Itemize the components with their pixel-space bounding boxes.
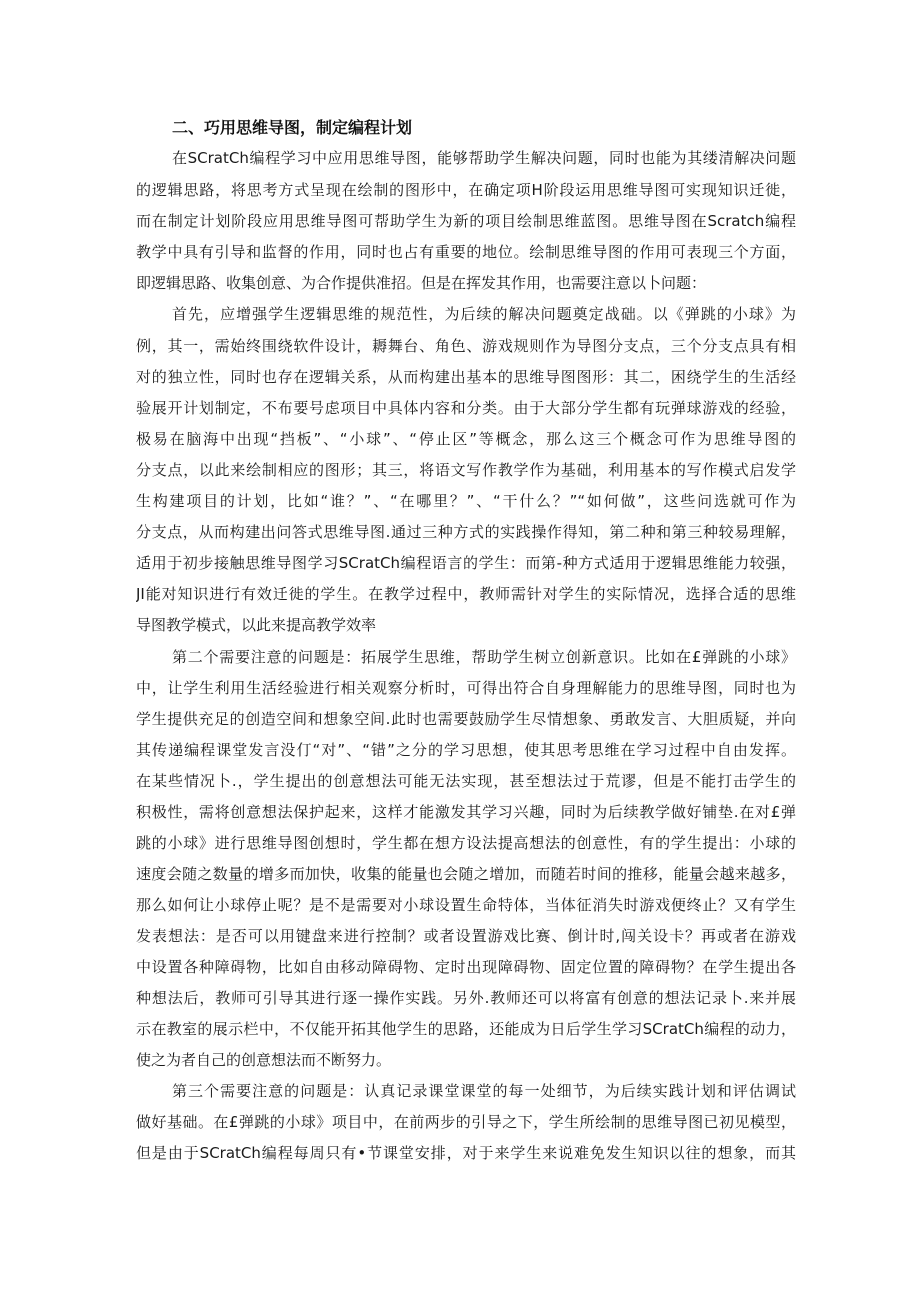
paragraph-line: 首先，应增强学生逻辑思维的规范性，为后续的解决问题奠定战础。以《弹跳的小球》为 — [172, 305, 796, 323]
paragraph-line: 做好基础。在£弹跳的小球》项目中，在前两步的引导之下，学生所绘制的思维导图已初见模型， — [136, 1113, 796, 1131]
paragraph-line: 导图教学模式，以此来提高教学效率 — [136, 616, 377, 634]
paragraph-line: 极易在脑海中出现“挡板”、“小球”、“停止区”等概念，那么这三个概念可作为思维导图的 — [136, 430, 796, 448]
paragraph-line: 发表想法：是否可以用键盘来进行控制？或者设置游戏比赛、倒计时,闯关设卡？再或者在游戏 — [136, 927, 796, 945]
paragraph-line: 学生提供充足的创造空间和想象空间.此时也需要鼓励学生尽情想象、勇敢发言、大胆质疑，并向 — [136, 710, 796, 728]
paragraph-line: 的逻辑思路，将思考方式呈现在绘制的图形中，在确定项H阶段运用思维导图可实现知识迁徙， — [136, 181, 796, 199]
paragraph-line: 跳的小球》进行思维导图创想时，学生都在想方设法提高想法的创意性，有的学生提出：小球的 — [136, 834, 796, 852]
paragraph-line: 适用于初步接触思维导图学习SCratCh编程语言的学生：而第-种方式适用于逻辑思维能力较强， — [136, 554, 796, 572]
paragraph-line: 中，让学生利用生活经验进行相关观察分析时，可得出符合自身理解能力的思维导图，同时也为 — [136, 679, 796, 697]
paragraph-line: 教学中具有引导和监督的作用，同时也占有重要的地位。绘制思维导图的作用可表现三个方面， — [136, 243, 796, 261]
paragraph-line: 对的独立性，同时也存在逻辑关系，从而构建出基本的思维导图图形：其二，困绕学生的生活经 — [136, 368, 796, 386]
paragraph-line: 分支点，以此来绘制相应的图形；其三，将语文写作教学作为基础，利用基本的写作模式启发学 — [136, 461, 796, 479]
paragraph-line: 即逻辑思路、收集创意、为合作提供准招。但是在挥发其作用，也需要注意以卜问题： — [136, 274, 707, 292]
paragraph-line: 第三个需要注意的问题是：认真记录课堂课堂的每一处细节，为后续实践计划和评估调试 — [172, 1082, 796, 1100]
paragraph-line: 生构建项目的计划，比如“谁？”、“在哪里？”、“干什么？”“如何做”，这些问选就可作为 — [136, 492, 796, 510]
paragraph-line: 在SCratCh编程学习中应用思维导图，能够帮助学生解决问题，同时也能为其缕清解决问题 — [172, 149, 796, 167]
paragraph-line: 但是由于SCratCh编程每周只有•节课堂安排，对于来学生来说难免发生知识以往的想象，而其 — [136, 1144, 796, 1162]
paragraph-line: JI能对知识进行有效迁徙的学生。在教学过程中，教师需针对学生的实际情况，选择合适的思维 — [136, 585, 796, 603]
paragraph-line: 积极性，需将创意想法保护起来，这样才能激发其学习兴趣，同时为后续教学做好铺垫.在对£弹 — [136, 803, 796, 821]
paragraph-line: 中设置各种障碍物，比如自由移动障碍物、定时出现障碍物、固定位置的障碍物？在学生提出各 — [136, 958, 796, 976]
paragraph-line: 那么如何让小球停止呢？是不是需要对小球设置生命特体，当体征消失时游戏便终止？又有学生 — [136, 896, 796, 914]
paragraph-line: 速度会随之数量的增多而加快，收集的能量也会随之增加，而随若时间的推移，能量会越来越多， — [136, 865, 796, 883]
paragraph-line: 在某些情况卜.，学生提出的创意想法可能无法实现，甚至想法过于荒谬，但是不能打击学生的 — [136, 772, 796, 790]
paragraph-line: 验展开计划制定，不布要号虑项目中具体内容和分类。由于大部分学生都有玩弹球游戏的经验， — [136, 399, 796, 417]
paragraph-line: 而在制定计划阶段应用思维导图可帮助学生为新的项目绘制思维蓝图。思维导图在Scratch编程 — [136, 212, 796, 230]
paragraph-line: 种想法后，教师可引导其进行逐一操作实践。另外.教师还可以将富有创意的想法记录卜.来并展 — [136, 989, 796, 1007]
paragraph-line: 其传递编程课堂发言没仃“对”、“错”之分的学习思想，使其思考思维在学习过程中自由发挥。 — [136, 741, 796, 759]
paragraph-line: 分支点，从而构建出问答式思维导图.通过三种方式的实践操作得知，第二种和第三种较易理解， — [136, 523, 796, 541]
paragraph-line: 使之为者自己的创意想法而不断努力。 — [136, 1051, 392, 1069]
paragraph-line: 例，其一，需始终围绕软件设计，耨舞台、角色、游戏规则作为导图分支点，三个分支点具有相 — [136, 337, 796, 355]
paragraph-line: 示在教室的展示栏中，不仅能开拓其他学生的思路，还能成为日后学生学习SCratCh编程的动力， — [136, 1020, 796, 1038]
section-heading: 二、巧用思维导图，制定编程计划 — [172, 118, 413, 137]
paragraph-line: 第二个需要注意的问题是：拓展学生思维，帮助学生树立创新意识。比如在£弹跳的小球》 — [172, 648, 796, 666]
